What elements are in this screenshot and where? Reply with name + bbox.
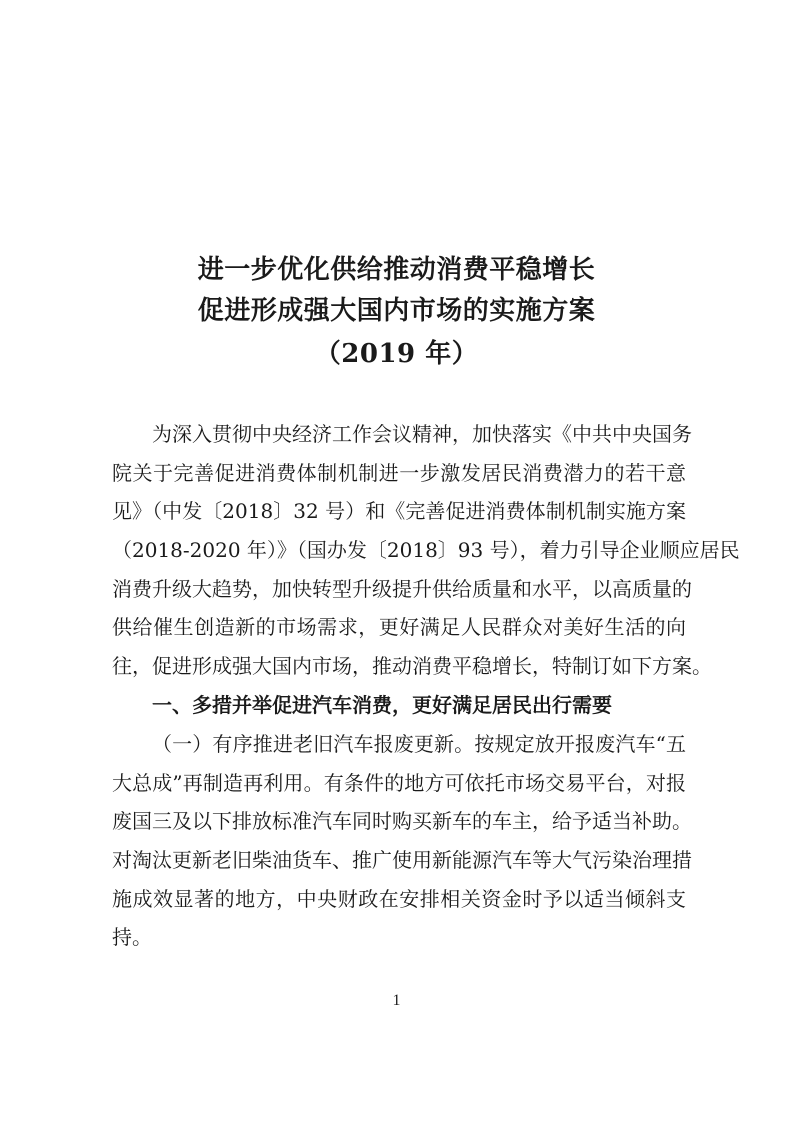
intro-paragraph-line: （2018-2020 年）》（国办发〔2018〕93 号），着力引导企业顺应居民 [112, 538, 740, 562]
subsection-paragraph-line: 废国三及以下排放标准汽车同时购买新车的车主，给予适当补助。 [112, 809, 692, 833]
subsection-paragraph-line: 施成效显著的地方，中央财政在安排相关资金时予以适当倾斜支 [112, 887, 686, 911]
intro-paragraph-line: 供给催生创造新的市场需求，更好满足人民群众对美好生活的向 [112, 615, 686, 639]
section-heading: 一、多措并举促进汽车消费，更好满足居民出行需要 [152, 693, 612, 717]
intro-paragraph-line: 为深入贯彻中央经济工作会议精神，加快落实《中共中央国务 [152, 422, 692, 446]
subsection-paragraph-line: 大总成”再制造再利用。有条件的地方可依托市场交易平台，对报 [112, 771, 686, 795]
intro-paragraph-line: 往，促进形成强大国内市场，推动消费平稳增长，特制订如下方案。 [112, 654, 712, 678]
document-title-line-2: 促进形成强大国内市场的实施方案 [197, 296, 596, 326]
page-number: 1 [392, 992, 401, 1009]
document-title-year: （2019 年） [314, 339, 479, 369]
subsection-paragraph-line: 对淘汰更新老旧柴油货车、推广使用新能源汽车等大气污染治理措 [112, 848, 692, 872]
intro-paragraph-line: 院关于完善促进消费体制机制进一步激发居民消费潜力的若干意 [112, 461, 686, 485]
intro-paragraph-line: 消费升级大趋势，加快转型升级提升供给质量和水平，以高质量的 [112, 577, 692, 601]
subsection-paragraph-line: 持。 [112, 925, 152, 949]
document-title-line-1: 进一步优化供给推动消费平稳增长 [197, 255, 596, 285]
intro-paragraph-line: 见》（中发〔2018〕32 号）和《完善促进消费体制机制实施方案 [112, 499, 686, 523]
subsection-paragraph-line: （一）有序推进老旧汽车报废更新。按规定放开报废汽车“五 [152, 732, 686, 756]
